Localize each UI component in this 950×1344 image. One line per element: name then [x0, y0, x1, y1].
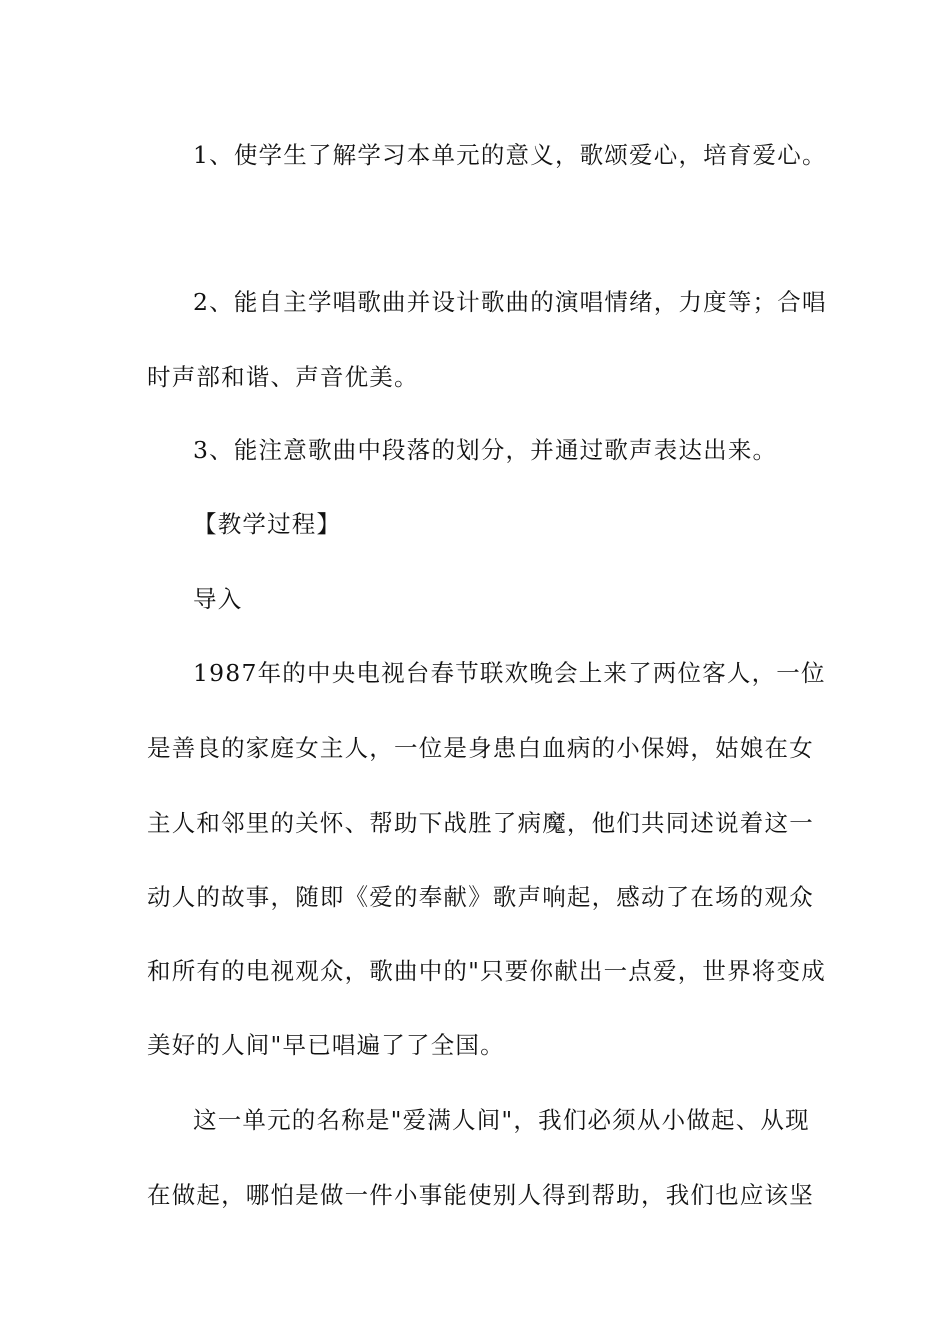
objective-2-text-continued: 时声部和谐、声音优美。 [147, 363, 419, 391]
paragraph-line: 动人的故事，随即《爱的奉献》歌声响起，感动了在场的观众 [147, 883, 814, 911]
paragraph-line: 是善良的家庭女主人，一位是身患白血病的小保姆，姑娘在女 [147, 734, 814, 762]
objective-3-text: 3、能注意歌曲中段落的划分，并通过歌声表达出来。 [193, 436, 778, 464]
paragraph-line: 这一单元的名称是"爱满人间"，我们必须从小做起、从现 [193, 1106, 810, 1134]
objective-2-text: 2、能自主学唱歌曲并设计歌曲的演唱情绪，力度等；合唱 [193, 288, 827, 316]
paragraph-line: 1987年的中央电视台春节联欢晚会上来了两位客人，一位 [193, 659, 826, 687]
objective-1-text: 1、使学生了解学习本单元的意义，歌颂爱心，培育爱心。 [193, 141, 827, 169]
subheading-introduction: 导入 [193, 585, 243, 613]
paragraph-line: 美好的人间"早已唱遍了了全国。 [147, 1031, 505, 1059]
paragraph-line: 在做起，哪怕是做一件小事能使别人得到帮助，我们也应该坚 [147, 1181, 814, 1209]
paragraph-line: 和所有的电视观众，歌曲中的"只要你献出一点爱，世界将变成 [147, 957, 826, 985]
paragraph-line: 主人和邻里的关怀、帮助下战胜了病魔，他们共同述说着这一 [147, 809, 814, 837]
section-heading-teaching-process: 【教学过程】 [193, 510, 342, 538]
